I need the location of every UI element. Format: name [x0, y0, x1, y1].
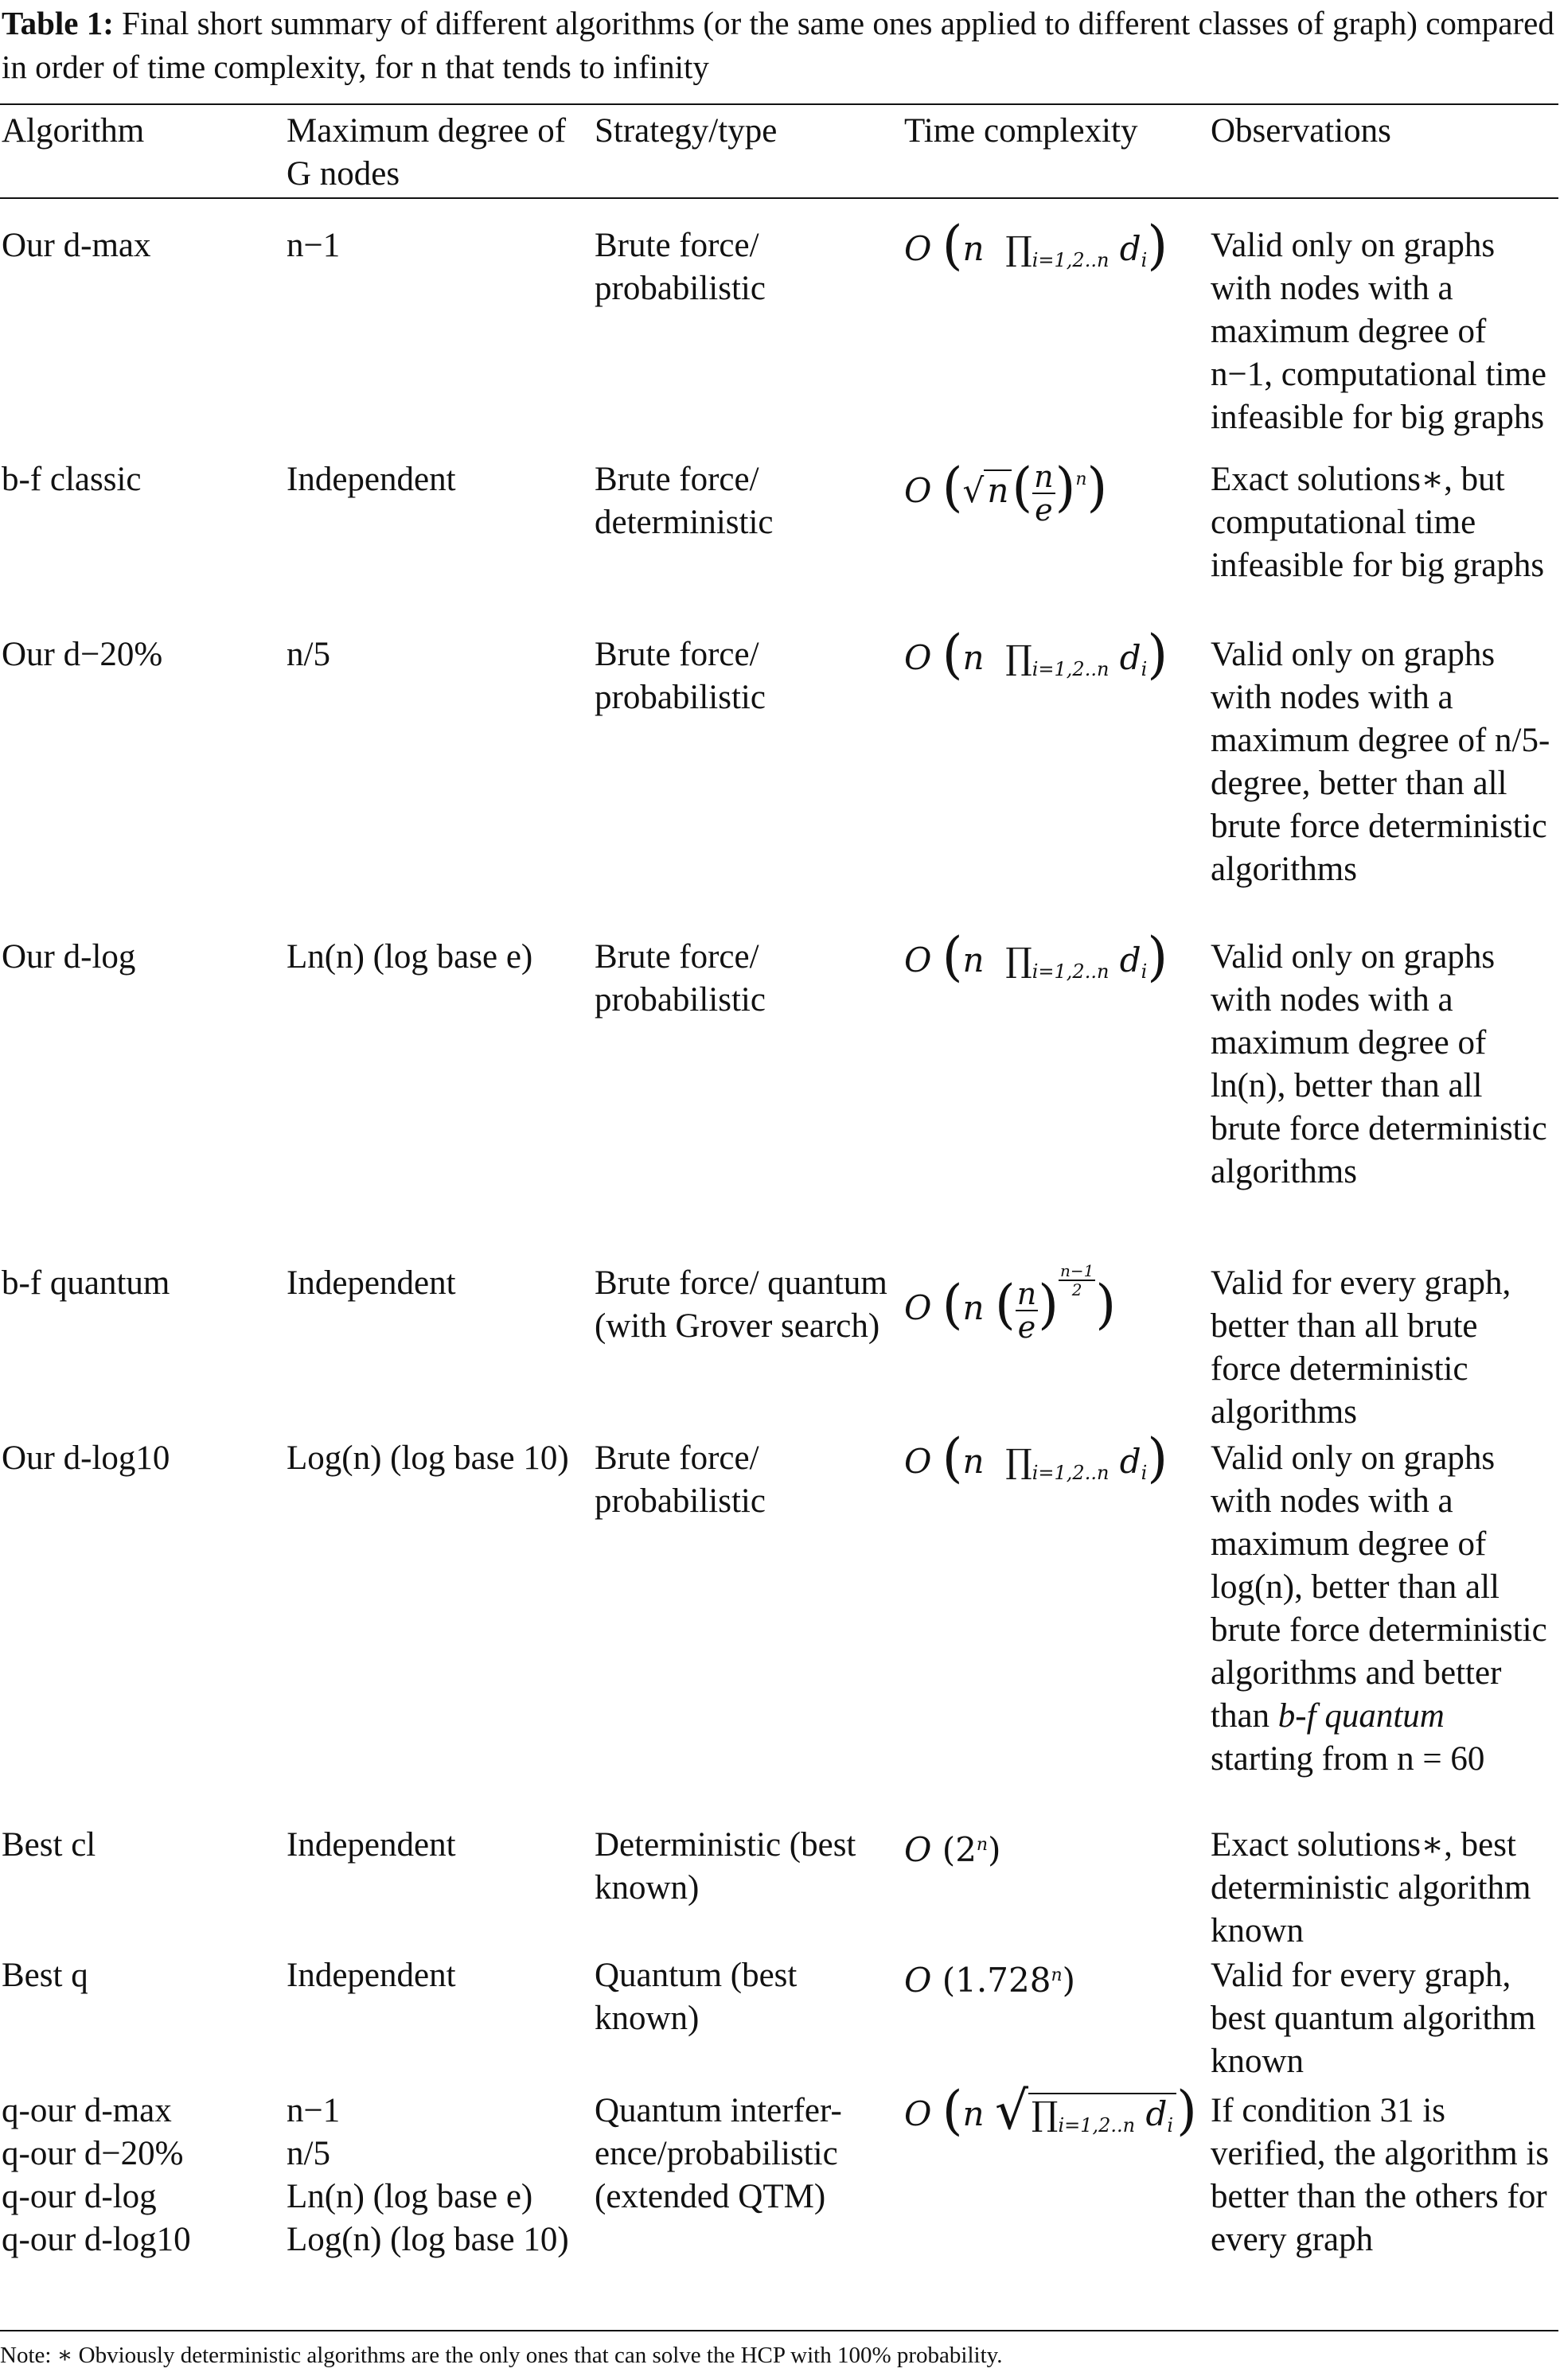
- observation-cell: Valid only on graphs with nodes with a maximum degree of n−1, computational time infeasible for big graphs: [1211, 227, 1546, 436]
- strategy-cell: Brute force/ probabilistic: [595, 227, 766, 307]
- complexity-formula: O (n $\prod_{i=1,2..n}$ $d_i$): [904, 926, 1168, 987]
- observation-cell: Valid for every graph, best quantum algorithm known: [1211, 1957, 1536, 2080]
- header-complexity: Time complexity: [904, 112, 1138, 150]
- bottom-rule: [0, 2330, 1558, 2331]
- caption-text: Final short summary of different algorithms (or the same ones applied to different classes of graph) compared in order of time complexity, for n that tends to infinity: [2, 5, 1554, 85]
- degree-cell: n−1 n/5 Ln(n) (log base e) Log(n) (log base 10): [287, 2092, 569, 2258]
- complexity-formula: O (n $\prod_{i=1,2..n}$ $d_i$): [904, 1428, 1168, 1489]
- complexity-cell: [903, 1262, 1209, 1437]
- complexity-cell: [903, 1824, 1209, 1954]
- complexity-cell: [903, 1428, 1209, 1824]
- complexity-formula: O (n $\prod_{i=1,2..n}$ $d_i$): [904, 215, 1168, 276]
- table-row: [0, 633, 1558, 936]
- observation-cell: Valid only on graphs with nodes with a maximum degree of log(n), better than all brute force deterministic algorithms and better than b-f quantum starting from n = 60: [1211, 1439, 1547, 1778]
- algorithm-cell: q-our d-max q-our d−20% q-our d-log q-our d-log10: [2, 2092, 191, 2258]
- summary-table: [0, 110, 1558, 2304]
- complexity-formula: O (2$^n$): [904, 1830, 1001, 1869]
- algorithm-cell: Our d−20%: [2, 636, 163, 673]
- degree-cell: Log(n) (log base 10): [287, 1439, 569, 1477]
- observation-cell: Exact solutions∗, best deterministic algorithm known: [1211, 1826, 1531, 1950]
- table-row: [0, 1954, 1558, 2090]
- algorithm-cell: Our d-log10: [2, 1439, 170, 1477]
- algorithm-cell: b-f quantum: [2, 1264, 170, 1302]
- table-caption: [2, 0, 1558, 89]
- algorithm-cell: Our d-max: [2, 227, 151, 264]
- observation-cell: If condition 31 is verified, the algorithm is better than the others for every graph: [1211, 2092, 1550, 2258]
- table-row: [0, 1824, 1558, 1954]
- table-row: [0, 197, 1558, 458]
- strategy-cell: Deterministic (best known): [595, 1826, 856, 1907]
- degree-cell: n/5: [287, 636, 330, 673]
- complexity-formula: O (n $√\prod_{i=1,2..n}$ $d_i$): [904, 2080, 1197, 2141]
- degree-cell: Independent: [287, 1826, 456, 1864]
- observation-cell: Valid for every graph, better than all brute force deterministic algorithms: [1211, 1264, 1511, 1431]
- complexity-formula: O (n $\prod_{i=1,2..n}$ $d_i$): [904, 624, 1168, 685]
- table-row: [0, 1437, 1558, 1824]
- top-rule: [0, 103, 1558, 105]
- complexity-cell: [903, 197, 1209, 458]
- strategy-cell: Brute force/ quantum (with Grover search): [595, 1264, 887, 1345]
- observation-cell: Valid only on graphs with nodes with a maximum degree of ln(n), better than all brute force deterministic algorithms: [1211, 938, 1547, 1190]
- complexity-formula: O (√n( $\frac{n}{e}$ )$^n$): [904, 457, 1108, 528]
- algorithm-cell: b-f classic: [2, 461, 142, 498]
- algorithm-cell: Best cl: [2, 1826, 96, 1864]
- table-row: [0, 1262, 1558, 1437]
- degree-cell: n−1: [287, 227, 341, 264]
- complexity-formula: O (1.728$^n$): [904, 1961, 1075, 2000]
- table-row: [0, 936, 1558, 1262]
- complexity-cell: [903, 624, 1209, 936]
- algorithm-cell: Best q: [2, 1957, 88, 1994]
- table-note: Note: ∗ Obviously deterministic algorithms are the only ones that can solve the HCP with 100% probability.: [0, 2343, 1003, 2368]
- degree-cell: Independent: [287, 461, 456, 498]
- observation-cell: Valid only on graphs with nodes with a maximum degree of n/5-degree, better than all brute force deterministic algorithms: [1211, 636, 1550, 888]
- caption-label: Table 1:: [2, 5, 114, 41]
- strategy-cell: Brute force/ probabilistic: [595, 1439, 766, 1520]
- complexity-cell: [903, 926, 1209, 1262]
- strategy-cell: Brute force/ probabilistic: [595, 636, 766, 716]
- algorithm-cell: Our d-log: [2, 938, 136, 976]
- degree-cell: Independent: [287, 1957, 456, 1994]
- strategy-cell: Brute force/ probabilistic: [595, 938, 766, 1019]
- complexity-cell: [903, 2080, 1209, 2304]
- degree-cell: Ln(n) (log base e): [287, 938, 533, 976]
- header-row: [0, 110, 1558, 197]
- complexity-formula: O (n ( $\frac{n}{e}$ ) $\frac{n-1}{2}$ ): [904, 1261, 1117, 1345]
- observation-cell: Exact solutions∗, but computational time infeasible for big graphs: [1211, 461, 1545, 584]
- header-observations: Observations: [1211, 112, 1391, 150]
- degree-cell: Independent: [287, 1264, 456, 1302]
- table-row: [0, 2090, 1558, 2304]
- complexity-cell: [903, 458, 1209, 633]
- strategy-cell: Brute force/ deterministic: [595, 461, 774, 541]
- header-strategy: Strategy/type: [595, 112, 778, 150]
- table-row: [0, 458, 1558, 633]
- strategy-cell: Quantum interfer- ence/probabilistic (extended QTM): [595, 2092, 842, 2215]
- header-algorithm: Algorithm: [2, 112, 145, 150]
- strategy-cell: Quantum (best known): [595, 1957, 798, 2037]
- header-degree: Maximum degree of G nodes: [287, 112, 567, 193]
- complexity-cell: [903, 1954, 1209, 2090]
